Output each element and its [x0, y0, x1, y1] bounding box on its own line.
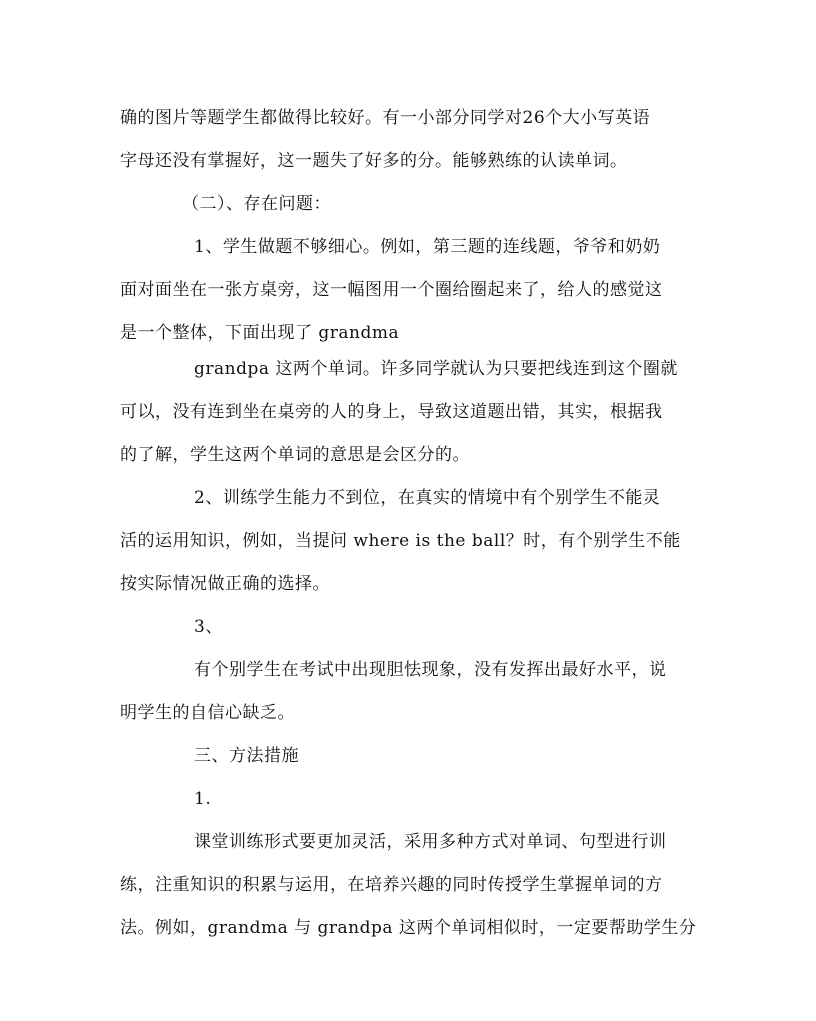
paragraph-line: 字母还没有掌握好，这一题失了好多的分。能够熟练的认读单词。 [120, 151, 628, 171]
paragraph-line: 是一个整体，下面出现了 grandma [120, 323, 400, 343]
paragraph-line: 练，注重知识的积累与运用，在培养兴趣的同时传授学生掌握单词的方 [120, 875, 663, 895]
list-number: 3、 [194, 617, 223, 637]
section-heading: 三、方法措施 [194, 746, 299, 766]
paragraph-line: 确的图片等题学生都做得比较好。有一小部分同学对26个大小写英语 [120, 108, 651, 128]
paragraph-line: 法。例如，grandma 与 grandpa 这两个单词相似时，一定要帮助学生分 [120, 918, 697, 938]
paragraph-line: 面对面坐在一张方桌旁，这一幅图用一个圈给圈起来了，给人的感觉这 [120, 280, 663, 300]
paragraph-line: grandpa 这两个单词。许多同学就认为只要把线连到这个圈就 [194, 359, 678, 379]
paragraph-line: 课堂训练形式要更加灵活，采用多种方式对单词、句型进行训 [194, 832, 667, 852]
paragraph-line: 按实际情况做正确的选择。 [120, 574, 330, 594]
paragraph-line: 活的运用知识，例如，当提问 where is the ball？时，有个别学生不能 [120, 531, 681, 551]
paragraph-line: 有个别学生在考试中出现胆怯现象，没有发挥出最好水平，说 [194, 660, 667, 680]
paragraph-line: 1、学生做题不够细心。例如，第三题的连线题，爷爷和奶奶 [194, 237, 661, 257]
paragraph-line: 明学生的自信心缺乏。 [120, 703, 295, 723]
paragraph-line: 可以，没有连到坐在桌旁的人的身上，导致这道题出错，其实，根据我 [120, 402, 663, 422]
paragraph-line: 2、训练学生能力不到位，在真实的情境中有个别学生不能灵 [194, 488, 661, 508]
paragraph-line: 的了解，学生这两个单词的意思是会区分的。 [120, 445, 470, 465]
list-number: 1. [194, 789, 212, 809]
section-heading: （二）、存在问题： [182, 194, 331, 214]
